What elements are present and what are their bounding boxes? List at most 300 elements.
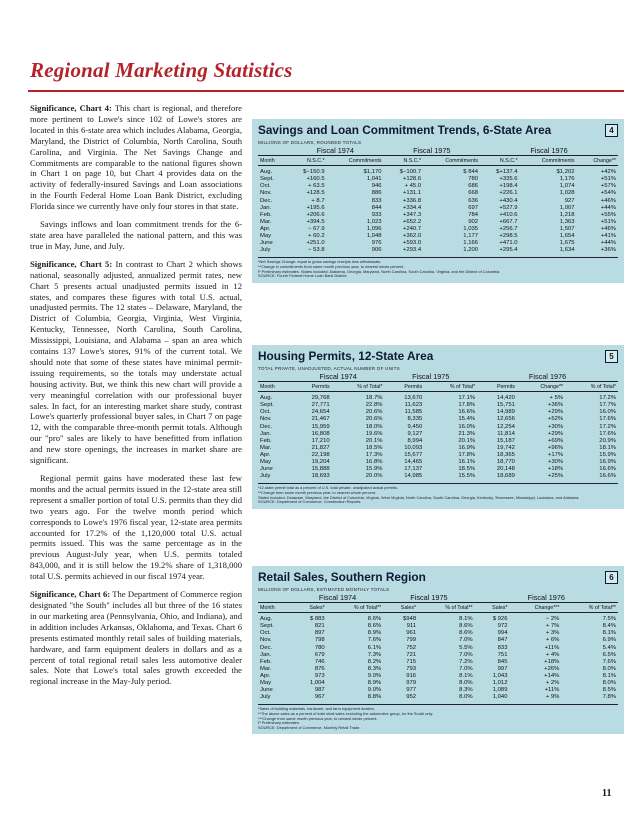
table-cell: 21.3% [458, 430, 476, 437]
chart-6-year: Fiscal 1976 [475, 594, 618, 603]
table-cell: 15,187 [496, 437, 515, 444]
table-cell: +36% [600, 247, 616, 254]
text-paragraph [30, 219, 242, 252]
paragraph-body: This chart is regional, and therefore more pertinent to Lowe's since 102 of Lowe's stores are located in this 6-state area which includes Alabama, Georgia, Maryland, the District of Columbia, North Carolina, South Carolina, and Virginia. The Net Savings Change and Commitments are comparable to the national figures shown in Chart 1 on page 10, but Chart 4 provides data on the activity of federally-insured Savings and Loan associations in the Fourth Federal Home Loan Bank District, excluding Florida since we currently have only four stores in that state. [30, 103, 242, 212]
table-cell: 14,985 [404, 473, 423, 480]
table-cell: +206.6 [306, 211, 325, 218]
table-cell: 8.1% [602, 672, 616, 679]
chart-4-number: 4 [605, 124, 618, 137]
chart-4-year: Fiscal 1976 [480, 147, 618, 156]
chart4-column-header: N.S.C.* [480, 156, 520, 166]
table-cell: +18% [547, 466, 564, 473]
table-cell: 21,827 [311, 444, 330, 451]
table-cell: 18.1% [599, 444, 616, 451]
table-cell: 1,023 [366, 218, 382, 225]
footnote: SOURCE: Department of Commerce, Construction Reports. [258, 499, 362, 505]
chart-4-year: Fiscal 1974 [287, 147, 383, 156]
table-cell: 17.7% [599, 402, 616, 409]
table-cell: 845 [497, 658, 508, 665]
table-row [258, 205, 618, 212]
table-cell: 20.1% [365, 437, 383, 444]
chart5-column-header: Permits [384, 382, 424, 392]
month-label: Feb. [260, 658, 272, 665]
table-cell: 7.6% [367, 637, 382, 644]
chart4-column-header: Month [258, 156, 287, 166]
table-cell: 897 [314, 630, 325, 637]
table-row [258, 438, 618, 445]
table-cell: 906 [371, 247, 382, 254]
table-row [258, 176, 618, 183]
table-cell: 751 [497, 651, 508, 658]
chart5-column-header: % of Total* [565, 382, 618, 392]
table-cell: 799 [406, 637, 417, 644]
table-cell: 8.4% [602, 623, 616, 630]
table-cell: 18.5% [365, 444, 383, 451]
chart-5-notes [258, 483, 618, 504]
table-cell: +46% [600, 225, 616, 232]
table-cell: 784 [468, 211, 479, 218]
table-cell: +44% [600, 204, 616, 211]
table-cell: 6.9% [602, 637, 616, 644]
table-cell: 1,654 [559, 233, 575, 240]
table-row [258, 219, 618, 226]
table-row [258, 452, 618, 459]
table-cell: +57% [600, 183, 616, 190]
month-label: June [260, 240, 273, 247]
table-cell: 833 [371, 197, 382, 204]
table-cell: 9,450 [407, 423, 423, 430]
table-cell: 5.4% [602, 644, 616, 651]
chart6-column-header: % of Total** [561, 603, 618, 613]
table-cell: +410.6 [499, 211, 518, 218]
table-cell: 14,989 [496, 409, 515, 416]
chart-4-year: Fiscal 1975 [384, 147, 480, 156]
chart-5-table [258, 373, 618, 480]
table-cell: 927 [564, 197, 575, 204]
table-cell: 11,814 [497, 430, 515, 437]
table-cell: + 63.5 [308, 183, 325, 190]
table-cell: 1,507 [559, 225, 575, 232]
table-cell: 911 [406, 623, 417, 630]
table-row [258, 402, 618, 409]
table-cell: $−100.7 [399, 169, 422, 176]
table-cell: 780 [314, 644, 325, 651]
table-row [258, 473, 618, 480]
month-label: May [260, 233, 272, 240]
table-row [258, 431, 618, 438]
table-cell: +25% [547, 473, 564, 480]
chart-4-notes [258, 257, 618, 278]
table-cell: 715 [406, 658, 417, 665]
table-cell: +667.7 [499, 218, 518, 225]
text-paragraph [30, 473, 242, 582]
table-cell: 12,254 [496, 423, 515, 430]
chart-6-title: Retail Sales, Southern Region [258, 570, 426, 584]
table-cell: − 53.8 [308, 247, 325, 254]
table-cell: 18,365 [496, 451, 515, 458]
table-cell: 780 [468, 176, 479, 183]
table-cell: 20.1% [458, 437, 476, 444]
table-cell: + 2% [545, 680, 560, 687]
table-cell: 22,198 [311, 451, 330, 458]
month-label: June [260, 687, 273, 694]
table-cell: 997 [497, 665, 508, 672]
chart6-column-header: Sales* [383, 603, 418, 613]
table-cell: 8.1% [459, 616, 473, 623]
chart4-column-header: N.S.C.* [384, 156, 424, 166]
month-label: Mar. [260, 444, 272, 451]
table-row [258, 226, 618, 233]
table-cell: − 67.9 [308, 225, 325, 232]
page-title: Regional Marketing Statistics [30, 58, 293, 82]
month-label: Jan. [260, 651, 272, 658]
table-cell: 746 [314, 658, 325, 665]
table-cell: 976 [371, 240, 382, 247]
table-cell: $+137.4 [496, 169, 518, 176]
table-cell: 8.2% [367, 658, 382, 665]
chart-6-year: Fiscal 1975 [383, 594, 474, 603]
table-cell: 1,176 [559, 176, 575, 183]
table-row [258, 424, 618, 431]
table-cell: 18.7% [365, 395, 383, 402]
table-row [258, 445, 618, 452]
footnote: *Sales of building materials, hardware, and farm equipment dealers. [258, 706, 375, 712]
table-cell: +30% [547, 423, 564, 430]
table-cell: 8.6% [459, 623, 473, 630]
chart-5-year: Fiscal 1974 [292, 373, 385, 382]
table-cell: 18,770 [496, 459, 515, 466]
table-cell: +527.9 [499, 204, 518, 211]
month-label: Apr. [260, 451, 271, 458]
table-cell: 6.5% [602, 651, 616, 658]
table-cell: 8,994 [407, 437, 423, 444]
text-paragraph [30, 103, 242, 212]
table-cell: 8.3% [459, 687, 473, 694]
table-cell: 27,771 [311, 402, 330, 409]
table-cell: 1,048 [366, 233, 382, 240]
table-cell: 8.9% [367, 630, 382, 637]
table-cell: 844 [371, 204, 382, 211]
table-cell: +336.8 [402, 197, 422, 204]
table-cell: 15.9% [365, 466, 383, 473]
table-row [258, 673, 618, 680]
table-cell: 19,742 [496, 444, 515, 451]
table-cell: 1,089 [492, 687, 508, 694]
table-cell: 15.5% [458, 473, 476, 480]
table-cell: 946 [371, 183, 382, 190]
table-cell: +17% [547, 451, 564, 458]
table-cell: +430.4 [499, 197, 518, 204]
table-cell: 18,693 [311, 473, 330, 480]
table-cell: 14,420 [496, 395, 515, 402]
month-label: June [260, 466, 273, 473]
footnote: ***Change from same month previous year, to nearest whole percent. [258, 715, 378, 721]
footnote: P Preliminary estimates. States included: Alabama, Georgia, Maryland, North Carolina, South Carolina, Virginia, and the District of Columbia. [258, 268, 501, 274]
table-cell: +52% [547, 416, 564, 423]
table-cell: 1,004 [309, 680, 325, 687]
table-cell: 8.6% [459, 630, 473, 637]
table-cell: 10,093 [404, 444, 423, 451]
table-row [258, 623, 618, 630]
table-row [258, 233, 618, 240]
page-number: 11 [602, 788, 612, 799]
table-cell: 22.8% [365, 402, 383, 409]
table-cell: +593.0 [402, 240, 422, 247]
table-cell: 16.0% [599, 409, 616, 416]
month-label: Sept. [260, 623, 274, 630]
footnote: **Change in commitments from same month previous year, to nearest whole percent. [258, 263, 405, 269]
table-cell: 13,670 [404, 395, 423, 402]
chart-5-subtitle: TOTAL PRIVATE, UNADJUSTED, ACTUAL NUMBER OF UNITS [258, 366, 400, 371]
table-cell: 17.3% [365, 451, 383, 458]
table-cell: +198.4 [499, 183, 518, 190]
table-cell: 15,959 [311, 423, 330, 430]
table-cell: 7.2% [459, 658, 473, 665]
table-cell: 933 [371, 211, 382, 218]
chart4-column-header: Commitments [327, 156, 384, 166]
table-cell: +471.0 [499, 240, 518, 247]
table-cell: 987 [314, 687, 325, 694]
table-cell: 20.0% [365, 473, 383, 480]
chart4-column-header: Change** [577, 156, 618, 166]
table-cell: 961 [406, 630, 417, 637]
chart-5-year: Fiscal 1975 [384, 373, 477, 382]
table-cell: 8.3% [367, 665, 382, 672]
table-cell: $ 844 [463, 169, 479, 176]
table-cell: +195.6 [306, 204, 325, 211]
paragraph-body: Savings inflows and loan commitment trends for the 6-state area have paralleled the national pattern, and this was true in May, June, and July. [30, 219, 242, 251]
table-cell: 1,035 [463, 225, 479, 232]
chart-6-notes [258, 704, 618, 730]
table-cell: 16.0% [458, 423, 476, 430]
chart-5-title: Housing Permits, 12-State Area [258, 349, 434, 363]
month-label: July [260, 694, 271, 701]
table-cell: +11% [544, 644, 560, 651]
month-label: Feb. [260, 437, 272, 444]
table-row [258, 645, 618, 652]
table-row [258, 247, 618, 254]
table-row [258, 637, 618, 644]
paragraph-body: Regional permit gains have moderated these last few months and the actual permits issued in the 12-state area still represent a smaller portion of total U.S. permits than they did two years ago. For the twelve month period which corresponds to Lowe's 1976 fiscal year, 12-state area permits accounted for 17.2% of the 1,120,000 total U.S. actual permits issued. This was the same percentage as in the previous August-July year, when U.S. permits totaled 843,000, and it is still below the 19.2% share of 1,318,000 total U.S. permits achieved in our fiscal 1974 year. [30, 473, 242, 582]
table-cell: $ 883 [309, 616, 325, 623]
table-cell: 1,177 [463, 233, 479, 240]
table-cell: 17.2% [599, 395, 616, 402]
table-row [258, 613, 618, 624]
chart6-column-header: Sales* [292, 603, 327, 613]
table-cell: 973 [314, 672, 325, 679]
table-cell: 15,751 [496, 402, 515, 409]
table-cell: +298.5 [499, 233, 518, 240]
table-cell: 16.6% [599, 466, 616, 473]
table-cell: +295.4 [499, 247, 518, 254]
chart6-column-header: Sales* [475, 603, 510, 613]
table-cell: 1,675 [559, 240, 575, 247]
table-cell: 833 [497, 644, 508, 651]
table-cell: +334.4 [402, 204, 422, 211]
chart-4-title: Savings and Loan Commitment Trends, 6-State Area [258, 123, 552, 137]
table-cell: 12,656 [496, 416, 515, 423]
table-cell: +128.5 [306, 190, 325, 197]
chart-5-number: 5 [605, 350, 618, 363]
table-cell: 636 [468, 197, 479, 204]
table-cell: 1,634 [559, 247, 575, 254]
table-cell: 20.6% [365, 409, 383, 416]
chart-5-panel [252, 345, 624, 509]
table-row [258, 198, 618, 205]
month-label: May [260, 459, 272, 466]
chart-5-year: Fiscal 1976 [477, 373, 618, 382]
table-cell: + 6% [545, 637, 560, 644]
table-cell: 15.9% [599, 451, 616, 458]
table-cell: 8.5% [602, 687, 616, 694]
table-cell: +240.7 [402, 225, 422, 232]
table-cell: 752 [406, 644, 417, 651]
table-cell: +54% [600, 190, 616, 197]
table-cell: $1,202 [556, 169, 575, 176]
chart-6-number: 6 [605, 571, 618, 584]
table-cell: 20.6% [365, 416, 383, 423]
chart5-column-header: Change** [517, 382, 565, 392]
table-cell: 18,689 [496, 473, 515, 480]
table-cell: 8.0% [459, 694, 473, 701]
table-cell: 876 [314, 665, 325, 672]
table-cell: 6.1% [367, 644, 382, 651]
table-row [258, 659, 618, 666]
table-cell: 8.0% [602, 665, 616, 672]
table-cell: 29,768 [311, 395, 330, 402]
paragraph-lead: Significance, Chart 6: [30, 589, 111, 600]
chart6-column-header: Month [258, 603, 292, 613]
month-label: Aug. [260, 395, 273, 402]
table-cell: 7.8% [602, 694, 616, 701]
table-cell: 5.5% [459, 644, 473, 651]
table-cell: +51% [600, 218, 616, 225]
paragraph-body: The Department of Commerce region designated "the South" includes all but three of the 16 states in our marketing area (Pennsylvania, Ohio, and Indiana), and in addition includes Arkansas, Oklahoma, and Texas. Chart 6 presents estimated monthly retail sales of building materials, hardware, and farm equipment dealers in dollars and as a percent of total regional retail sales less automotive dealer sales. Note that Lowe's total sales growth exceeded the regional increase in the May-July period. [30, 589, 243, 687]
table-cell: +131.1 [402, 190, 422, 197]
table-cell: 1,363 [559, 218, 575, 225]
table-cell: 20.9% [599, 437, 616, 444]
table-row [258, 459, 618, 466]
table-cell: +41% [600, 233, 616, 240]
month-label: Aug. [260, 169, 273, 176]
title-rule [28, 90, 624, 92]
table-cell: 16.6% [599, 473, 616, 480]
table-cell: 17.6% [599, 430, 616, 437]
table-cell: 847 [497, 637, 508, 644]
table-row [258, 409, 618, 416]
table-cell: 17.8% [458, 402, 476, 409]
table-cell: 952 [406, 694, 417, 701]
table-cell: 1,043 [492, 672, 508, 679]
chart-4-panel [252, 119, 624, 283]
month-label: Oct. [260, 183, 271, 190]
table-cell: 20,148 [496, 466, 515, 473]
table-cell: +51% [600, 176, 616, 183]
table-cell: 16,808 [311, 430, 330, 437]
table-cell: $948 [402, 616, 417, 623]
text-column [30, 103, 242, 694]
month-label: Mar. [260, 665, 272, 672]
table-cell: 994 [497, 630, 508, 637]
table-row [258, 416, 618, 423]
chart-6-panel [252, 566, 624, 734]
table-cell: 967 [314, 694, 325, 701]
table-cell: 668 [468, 190, 479, 197]
table-cell: 9.0% [367, 672, 382, 679]
chart4-column-header: Commitments [520, 156, 577, 166]
paragraph-lead: Significance, Chart 5: [30, 258, 113, 269]
table-cell: 7.3% [367, 651, 382, 658]
footnote: *12-state permit total as a percent of U.S. total private, unadjusted actual permits. [258, 485, 399, 491]
text-paragraph [30, 589, 242, 687]
table-cell: 979 [406, 680, 417, 687]
table-cell: +293.4 [402, 247, 422, 254]
table-cell: 18.5% [458, 466, 476, 473]
table-cell: 17.1% [458, 395, 476, 402]
table-cell: +11% [544, 687, 560, 694]
table-cell: 721 [406, 651, 417, 658]
table-cell: 697 [468, 204, 479, 211]
month-label: Feb. [260, 211, 272, 218]
table-cell: 8.0% [602, 680, 616, 687]
table-cell: 14,465 [404, 459, 423, 466]
month-label: Nov. [260, 190, 272, 197]
table-cell: + 45.0 [404, 183, 422, 190]
chart5-column-header: % of Total* [424, 382, 477, 392]
table-cell: 17.2% [599, 423, 616, 430]
table-cell: 19.6% [365, 430, 383, 437]
table-cell: 916 [406, 672, 417, 679]
table-cell: +362.0 [402, 233, 422, 240]
table-cell: $−150.9 [303, 169, 325, 176]
table-cell: 16.1% [458, 459, 476, 466]
table-cell: 17.8% [458, 451, 476, 458]
month-label: Sept. [260, 402, 274, 409]
table-cell: $ 926 [492, 616, 508, 623]
table-cell: +29% [547, 430, 564, 437]
table-cell: 1,218 [559, 211, 575, 218]
footnote: *Net Savings Change: equal to gross savings receipts less withdrawals. [258, 259, 382, 265]
table-cell: +14% [544, 672, 560, 679]
month-label: Mar. [260, 218, 272, 225]
table-cell: +128.6 [402, 176, 422, 183]
table-row [258, 652, 618, 659]
chart4-column-header: N.S.C.* [287, 156, 327, 166]
month-label: Dec. [260, 644, 273, 651]
table-cell: 902 [468, 218, 479, 225]
table-cell: 8.0% [459, 680, 473, 687]
table-cell: +652.2 [402, 218, 422, 225]
month-label: Dec. [260, 423, 273, 430]
table-cell: 21,467 [311, 416, 330, 423]
table-cell: +96% [547, 444, 564, 451]
chart5-column-header: Month [258, 382, 292, 392]
table-cell: 8.8% [367, 694, 382, 701]
table-cell: $1,170 [363, 169, 382, 176]
footnote: **The above sales as a percent of total retail sales excluding the automotive group, for the South only. [258, 710, 434, 716]
table-row [258, 687, 618, 694]
footnote: **Change from same month previous year, to nearest whole percent. [258, 489, 377, 495]
table-cell: 793 [406, 665, 417, 672]
table-cell: 7.6% [602, 658, 616, 665]
table-cell: 1,041 [366, 176, 382, 183]
table-row [258, 183, 618, 190]
table-cell: 8.9% [367, 680, 382, 687]
table-cell: +347.3 [402, 211, 422, 218]
month-label: Oct. [260, 409, 271, 416]
table-cell: 19,204 [311, 459, 330, 466]
chart-6-year: Fiscal 1974 [292, 594, 383, 603]
